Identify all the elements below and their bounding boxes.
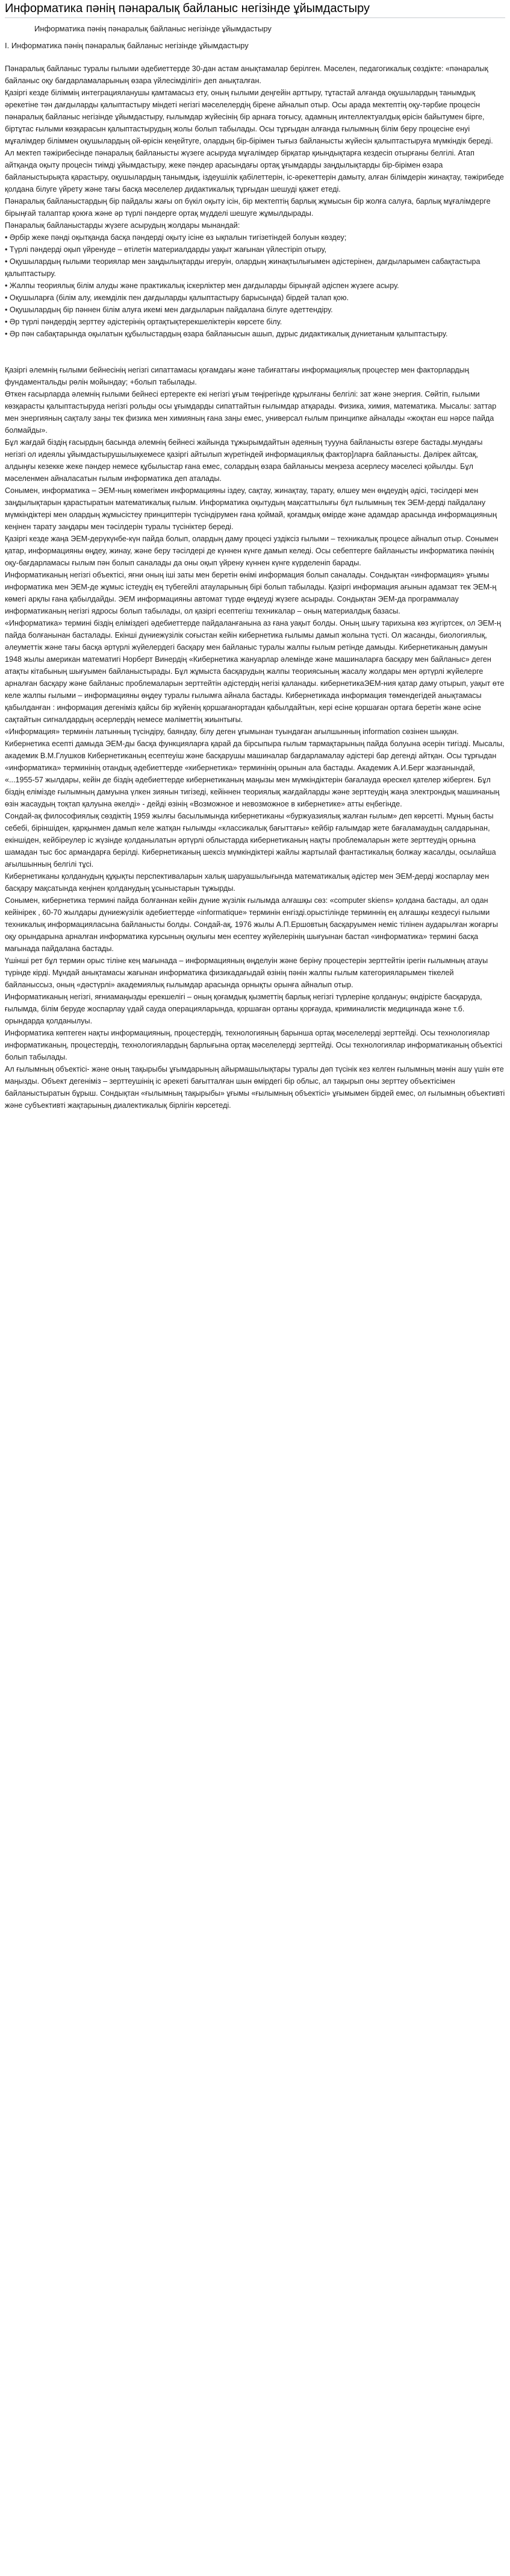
paragraph: Кибернетика есепті дамыда ЭЕМ-ды басқа функцияларға қарай да бірсыпыра ғылым тармақтарының пайда болуына әсерін тигізді. Мысалы, академик В.М.Глушков Кибернетиканың есептеуіш және басқарушы машиналар бағдарламалау әдістері бар дегенді айтқан. Осы тұрғыдан «информатика» терминінің отандық әдебиеттерде «кибернетика» терминінің орынын ала бастады. Академик А.И.Берг жазғанындай, «...1955-57 жылдары, кейін де біздің әдебиеттерде кибернетиканың маңызы мен мүмкіндіктерін бағалауда өрескел қателер жіберген. Бұл біздің елімізде ғылымның дамуына үлкен зиянын тигізеді, кейіннен теориялық жағдайларды және зерттеудің жаңа электрондық машинаның өзін жасаудың тоқтап қалуына әкелді» - дейді өзінің «Возможное и невозможное в кибернетике» атты еңбегінде. [5,740,505,808]
bullet-item: • Түрлі пәндерді оқып үйренуде – өтілетін материалдарды уақыт жағынан үйлестіріп отыру, [5,245,327,254]
bullet-item: • Жалпы теориялық білім алуды және практикалық іскерліктер мен дағдыларды бірыңғай әдіспен жүзеге асыру. [5,281,399,290]
bullet-item: • Әрбір жеке пәнді оқытқанда басқа пәндерді оқыту ісіне өз ықпалын тигізетіндей болуын көздеу; [5,233,347,242]
paragraph: «Информатика» термині біздің еліміздегі әдебиеттерде пайдаланғанына аз ғана уақыт болды. Оның шығу тарихына көз жүгіртсек, ол ЭЕМ-ң пайда болғанынан басталады. Екінші дүниежүзілік соғыстан кейін кибернетика ғылымы дамып жолына түсті. Ол жасанды, биологиялық, әлеуметтік және тағы басқа әртүрлі жүйелердегі басқару мен байланыс туралы жалпы ғылым ретінде дамыды. Кибернетиканың дамуын 1948 жылы американ математигі Норберт Винердің «Кибернетика жануарлар әлемінде және машиналарға басқару мен байланыс» деген атақты кітабының шығуымен байланыстырады. Бұл жұмыста басқарудың жалпы теориясының жасалу жолдары мен әртүрлі жүйелерге арналған басқару және байланыс проблемаларын зерттейтін әдістердің негізі қаланады. кибернетикаЭЕМ-ния қатар даму отырып, уақыт өте келе жалпы ғылыми – информацияны өңдеу туралы ғылымға айнала бастады. Кибернетикада информация төмендегідей анықтамасы қабылданған : информация дегеніміз қайсы бір жүйенің қоршағанортадан қабылдайтын, кері есіне қоршаған ортаға беретін және әсіне сақтайтын сигналдардың әсерлердің немесе мәліметтің жиынтығы. [5,619,505,724]
paragraph: Қазіргі кезде біліммің интеграцияланушы қамтамасыз ету, оның ғылыми деңгейін арттыру, тұтастай алғанда оқушылардың танымдық әрекетіне тән дағдыларды қалыптастыру міндеті негізгі мәселелердің бірене айналып отыр. Осы арада мектептің оқу-тәрбие процесін пәнаралық байланыс негізінде ұйымдастыру, ғылымдар жүйесінің бір арнаға тоғысу, адамның интеллектуалдық өрісін байытумен бірге, біртұтас ғылыми көзқарасын қалыптастырудың жолы болып табылады. Осы тұрғыдан алғанда ғылымның білім беру процесіне енуі мұғалімдер біліммен оқушылардың ой-өрісін кеңейтуге, олардың бір-бірімен тығыз байланысты жүйесін қалыптастыруға мүмкіндік береді. [5,89,493,145]
document-page [0,1,510,1119]
bullet-item: • Оқушылардың бір пәннен білім алуға икемі мен дағдыларын пайдалана білуге әдеттендіру. [5,306,333,314]
section-heading: І. Информатика пәнің пәнаралық байланыс негізінде ұйымдастыру [5,41,249,50]
bullet-item: • Оқушылардың ғылыми теориялар мен заңдылықтарды игеруін, олардың жинақтылығымен әдістерінен, дағдыларымен сабақтастыра қалыптастыру. [5,257,480,278]
document-subtitle: Информатика пәнің пәнаралық байланыс негізінде ұйымдастыру [34,24,272,33]
bullet-item: • Әр пән сабақтарында оқылатын құбылыстардың өзара байланысын ашып, дұрыс дидактикалық дүниетаным қалыптастыру. [5,330,448,338]
section-1-body [5,63,505,340]
document-title: Информатика пәнің пәнаралық байланыс негізінде ұйымдастыру [5,1,505,18]
paragraph: Өткен ғасырларда әлемнің ғылыми бейнесі ертеректе екі негізгі ұғым төңірегінде құрылғаны белгілі: зат және энергия. Сөйтіп, ғылыми көзқарасты қалыптастыруда негізгі рольды осы ұғымдарды сипаттайтын ғылымдар атқарады. Физика, химия, математика. Мысалы: заттар мен энергияның сақталу заңы тек физика мен химияның ғана заңы емес, универсал ғылым принципке айналады «жоқтан еш нәрсе пайда болмайды». [5,390,497,435]
paragraph: Информатиканың негізгі объектісі, яғни оның іші заты мен беретін өнімі информация болып саналады. Сондықтан «информация» ұғымы информатика мен ЭЕМ-де жұмыс істеудің ең түбегейлі атауларының бірі болып табылады. Қазіргі информация ағынын адамзат тек ЭЕМ-ң көмегі арқлы ғана қабылдайды. ЭЕМ информацияны автомат түрде өңдеуді жүзеге асырады. Сондықтан ЭЕМ-да программалау информатиканың негізгі ядросы болып табылады, ол қазіргі есептегіш техникалар – оның материалдық базасы. [5,571,497,615]
paragraph: Ал мектеп тәжірибесінде пәнаралық байланысты жүзеге асыруда мұғалімдер бірқатар қиындықтарға кездесіп отырғаны белгілі. Атап айтқанда оқыту процесін тиімді ұйымдастыру, жеке пәндер арасындағы ортақ ұғымдарды заңдылықтарды бір-бірімен өзара байланыстырықта қарастыру, оқушылардың танымдық, іздеушілік қабілеттерін, іс-әрекеттерін дамыту, алған білімдерін жинақтау, тәжірибеде қолдана білуге үйрету және тағы басқа мәселелер дидактикалық тұрғыдан шешуді қажет етеді. [5,149,504,193]
paragraph: Қазіргі кезде жаңа ЭЕМ-дерүкүнбе-күн пайда болып, олардың даму процесі уздіксіз ғылыми – техникалық процесе айналып отыр. Сонымен қатар, информацияны өңдеу, жинау, және беру тәсілдері де күннен күнге дамып келеді. Осы себептерге байланысты информатика пәнінің оқу-бағдарламасы ғылым пән болып саналады да оны оқып үйрену күннен күнге күрделеніп барады. [5,535,499,567]
paragraph: Сонымен, информатика – ЭЕМ-ның көмегімен информацияны іздеу, сақтау, жинақтау, тарату, өлшеу мен өңдеудің әдісі, тәсілдері мен заңдылықтарын қарастыратын математикалық ғылым. Информатика оқытудың мақсаттылығы бұл ғылымның тек ЭЕМ-дерді пайдалану мүмкіндіктері мен олардың жұмысістеу принциптерін түсіндірумен ғана қоймай, қоғамдық өмірде және адамдар арасында информацияның кеңінен тарату заңдары мен тәсілдерін туралы түсініктер береді. [5,486,497,531]
paragraph: Пәнаралық байланыстардың бір пайдалы жағы оп бүкіл оқыту ісін, бір мектептің барлық жұмысын бір жолға салуға, барлық мұғалімдерге бірыңғай талаптар қоюға және әр түрлі пәндерге ортақ мүдделі шешуге жұмылдырады. [5,197,491,218]
paragraph: «Информация» терминін латынның түсіндіру, баяндау, білу деген ұғымынан туындаған ағылшынның information сөзінен шыққан. [5,727,459,736]
paragraph: Бұл жағдай біздің ғасырдың басында әлемнің бейнесі жайында тұжырымдайтын әдеяның туууна байланысты өзгере бастады.мундағы негізгі ол идеялы ұйымдастырушылықкемесе қазіргі айтылып жүретіндей информациялық фактор]ларға байланысты. Дәлірек айтсақ, алдыңғы кезекке жеке пәндер немесе құбылыстар ғана емес, солардың өзара байланысы меңзеза асерлесу мәселесі қойылды. Бұл мәселенмен айналасатын ғылым информатика деп аталады. [5,438,483,483]
paragraph: Сонымен, кибернетика термині пайда болғаннан кейін дүние жүзілік ғылымда алғашқы сөз: «computer skiens» қолдана бастады, ал одан кейінірек , 60-70 жылдары дүниежүзілік әдебиеттерде «informatique» терминін енгізді.орыстілінде терминнің ең алғашқы кездесуі ғылыми техникалық информацияласына байланысты болды. Сондай-ақ, 1976 жылы А.П.Ершовтың басқаруымен неміс тілінен аударылған жоғарғы оқу орындарына арналған информатика курсының оқулығы мен есептеу жүйелерінің шығуынан бастап «информатика» термині басқа мағынада пайдалана бастады. [5,896,499,953]
paragraph: Үшінші рет бұл термин орыс тіліне кең мағынада – информацияның өңделуін және беріну процестерін зерттейтін ірегін ғылымның атауы түрінде кірді. Мұндай анықтамасы жағынан информатика физикадағыдай өзінің пәнін жалпы ғылым категорияларымен тікелей байланыссыз, оның «дәстүрлі» академиялық ғылымдар арасында орнықты орынға айналып отыр. [5,957,488,989]
paragraph: Пәнаралық байланыстарды жүзеге асырудың жолдары мынандай: [5,221,240,230]
bullet-item: • Оқушыларға (білім алу, икемділік пен дағдыларды қалыптастыру барысында) бірдей талап қою. [5,294,349,302]
bullet-item: • Әр түрлі пәндердің зерттеу әдістерінің ортақтықтерекшеліктерін көрсете білу. [5,318,282,326]
paragraph: Кибернетиканы қолданудың құқықты перспективаларын халық шаруашылығында математикалық әдістер мен ЭЕМ-дерді жоспарлау мен басқару мақсатында кеңінен қолданудың ұсыныстарын тұжырды. [5,872,490,893]
paragraph: Сондай-ақ философиялық сөздіктің 1959 жылғы басылымында кибернетиканы «буржуазиялық жалған ғылым» деп көрсетті. Мұның басты себебі, біріншіден, қарқынмен дамып келе жатқан ғылымды «классикалық бағыттағы» кейбір ғалымдар жете бағаламаудың салдарынан, екіншіден, кейбіреулер іс жүзінде қолданылатын әртүрлі облыстарда кибернетиканың нақты проблемаларын жете зерттеудің орнына шамадан тыс бос армандарға берілді. Кибернетиканың шексіз мүмкіндіктері жайлы жартылай фантастикалық болжау жасалды, осылайша ағылшынның белгілі тұсі. [5,812,496,869]
section-spacer [5,340,505,364]
paragraph: Пәнаралық байланыс туралы ғылыми әдебиеттерде 30-дан астам анықтамалар берілген. Мәселен, педагогикалық сөздікте: «пәнаралық байланыс оқу бағдарламаларының өзара үйлесімділігі» деп анықталған. [5,64,488,85]
paragraph: Ал ғылымның объектісі- және оның тақырыбы ұғымдарының айырмашылықтары туралы дәп түсінік кез келген ғылымның мәнін ашу үшін өте маңызды. Объект дегеніміз – зерттеушінің іс әрекеті бағытталған шын өмірдегі бір облыс, ал тақырып оны зерттеу объектісімен байланыстыратын бұрыш. Сондықтан «ғылымның тақырыбы» ұғымы «ғылымның объектісі» ұғымымен бірдей емес, ол ғылымның объективті және субъективті жақтарының диалектикалық бірлігін көрсетеді. [5,1065,505,1110]
paragraph: Қазіргі әлемнің ғылыми бейнесінің негізгі сипаттамасы қоғамдағы және табиғаттағы информациялық процестер мен факторлардың фундаментальды рөлін мойындау; +болып табылады. [5,366,469,386]
paragraph: Информатика көптеген нақты информацияның, процестердің, технологияның барынша ортақ мәселелерді зерттейді. Осы технологиялар информатиканың, процестердің, технологиялардың барлығына ортақ мәселелерді зерттейді. Осы технологиялар информатиканың объектісі болып табылады. [5,1029,503,1061]
paragraph: Информатиканың негізгі, яғниамаңызды ерекшелігі – оның қоғамдық қызметтің барлық негізгі түрлеріне қолдануы; өндірісте басқаруда, ғылымда, білім беруде жоспарлау үдай сауда операцияларында, қоршаған ортаны қорғауда, криминалистік медицинада және т.б. орындарда қолданылуы. [5,993,482,1025]
section-2-body [5,364,505,1111]
